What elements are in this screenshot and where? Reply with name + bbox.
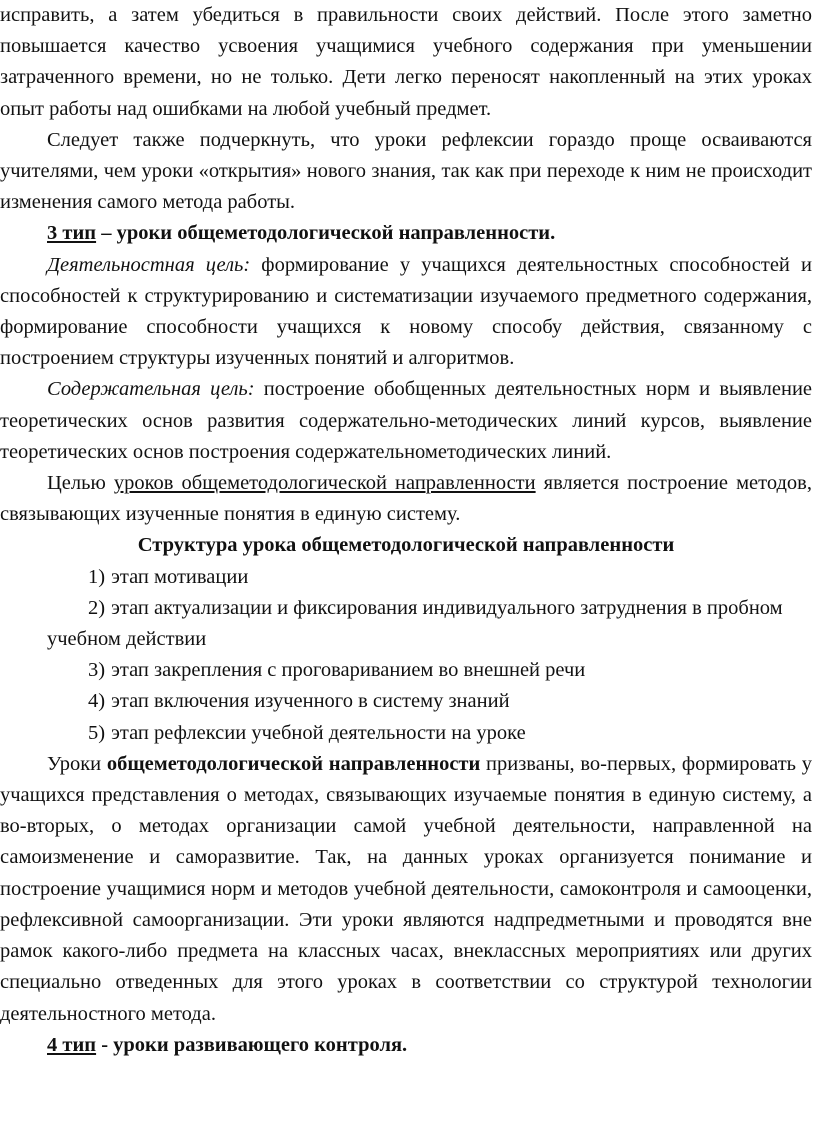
paragraph-reflection-lessons: Следует также подчеркнуть, что уроки рефлексии гораздо проще осваиваются учителями, чем уроки «открытия» нового знания, так как при переходе к ним не происходит изменения самого метода работы.: [0, 128, 812, 214]
content-goal-label: Содержательная цель:: [47, 378, 255, 401]
heading-type-4: [0, 1030, 812, 1061]
list-item-stage-2: [0, 593, 812, 655]
stage-number: 2): [88, 596, 106, 619]
stage-text: этап мотивации: [111, 565, 249, 588]
stage-number: 1): [88, 565, 106, 588]
heading-type-3-number: 3 тип: [47, 222, 97, 245]
heading-type-3-title: – уроки общеметодологической направленности.: [96, 222, 556, 245]
list-item-stage-4: [0, 686, 812, 717]
stage-number: 4): [88, 690, 106, 713]
stage-text: этап рефлексии учебной деятельности на уроке: [111, 721, 526, 744]
paragraph-lesson-purpose: [0, 468, 812, 530]
heading-type-4-number: 4 тип: [47, 1033, 97, 1056]
list-item-stage-1: [0, 562, 812, 593]
paragraph-lessons-purpose-detail: [0, 749, 812, 1030]
activity-goal-label: Деятельностная цель:: [47, 253, 251, 276]
paragraph-content-goal: [0, 374, 812, 468]
structure-title: Структура урока общеметодологической направленности: [137, 534, 675, 557]
list-item-stage-3: [0, 655, 812, 686]
paragraph-activity-goal: [0, 250, 812, 375]
list-item-stage-5: [0, 718, 812, 749]
heading-type-4-title: - уроки развивающего контроля.: [96, 1033, 408, 1056]
stage-text: этап включения изученного в систему знаний: [111, 690, 510, 713]
lessons-detail-bold: общеметодологической направленности: [106, 752, 481, 775]
paragraph-intro-continuation: исправить, а затем убедиться в правильности своих действий. После этого заметно повышается качество усвоения учащимися учебного содержания при уменьшении затраченного времени, но не только. Дети легко переносят накопленный на этих уроках опыт работы над ошибками на любой учебный предмет.: [0, 4, 812, 120]
stage-text: этап актуализации и фиксирования индивидуального затруднения в пробном учебном действии: [47, 596, 783, 651]
lesson-purpose-underlined: уроков общеметодологической направленности: [113, 472, 536, 495]
activity-goal-text: формирование у учащихся деятельностных способностей и способностей к структурированию и систематизации изучаемого предметного содержания, формирование способности учащихся к новому способу действия, связанному с построением структуры изученных понятий и алгоритмов.: [0, 253, 812, 370]
stage-number: 5): [88, 721, 106, 744]
content-goal-text: построение обобщенных деятельностных норм и выявление теоретических основ развития содержательно-методических линий курсов, выявление теоретических основ построения содержательнометодических линий.: [0, 378, 813, 463]
stage-text: этап закрепления с проговариванием во внешней речи: [111, 659, 586, 682]
lesson-purpose-pre: Целью: [47, 472, 114, 495]
lessons-detail-pre: Уроки: [47, 752, 107, 775]
stage-number: 3): [88, 659, 106, 682]
lessons-detail-text: призваны, во-первых, формировать у учащихся представления о методах, связывающих изучаемые понятия в единую систему, а во-вторых, о методах организации самой учебной деятельности, направленной на самоизменение и саморазвитие. Так, на данных уроках организуется понимание и построение учащимися норм и методов учебной деятельности, самоконтроля и самооценки, рефлексивной самоорганизации. Эти уроки являются надпредметными и проводятся вне рамок какого-либо предмета на классных часах, внеклассных мероприятиях или других специально отведенных для этого уроках в соответствии со структурой технологии деятельностного метода.: [0, 752, 812, 1025]
heading-type-3: [0, 218, 812, 249]
lesson-purpose-post: является построение методов, связывающих изученные понятия в единую систему.: [0, 472, 812, 526]
